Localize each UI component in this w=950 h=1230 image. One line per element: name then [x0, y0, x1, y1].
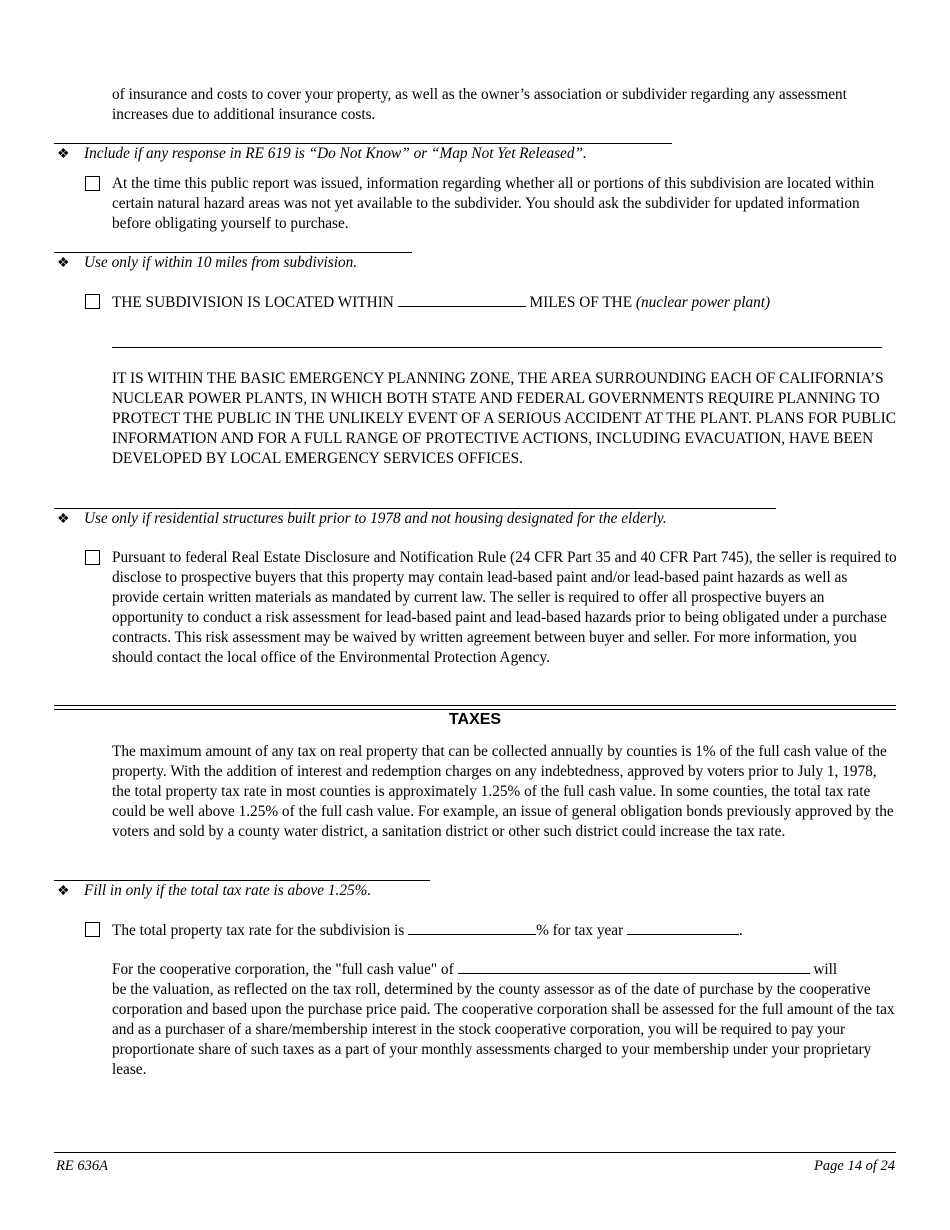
- nuclear-checkbox[interactable]: [85, 294, 100, 309]
- tax-rate-line: The total property tax rate for the subdivision is % for tax year .: [112, 922, 743, 939]
- form-id: RE 636A: [56, 1158, 108, 1174]
- cooperative-paragraph: For the cooperative corporation, the "full cash value" of will be the valuation, as reflected on the tax roll, determined by the county assessor as of the date of purchase by the cooperative corporation and based upon the purchase price paid. The cooperative corporation shall be assessed for the full amount of the tax and as a purchaser of a share/membership interest in the stock cooperative corporation, you will be required to pay your proportionate share of such taxes as a part of your monthly assessments charged to your membership under your proprietary lease.: [112, 961, 895, 1078]
- hazard-checkbox[interactable]: [85, 176, 100, 191]
- lead-instruction: ❖ Use only if residential structures built prior to 1978 and not housing designated for the elderly.: [57, 509, 667, 530]
- nuclear-distance-line: THE SUBDIVISION IS LOCATED WITHIN MILES OF THE (nuclear power plant): [112, 294, 771, 311]
- tax-rate-checkbox[interactable]: [85, 922, 100, 937]
- tax-instruction: ❖ Fill in only if the total tax rate is above 1.25%.: [57, 881, 371, 902]
- emergency-zone-paragraph: IT IS WITHIN THE BASIC EMERGENCY PLANNING ZONE, THE AREA SURROUNDING EACH OF CALIFORNIA’S NUCLEAR POWER PLANTS, IN WHICH BOTH STATE AND FEDERAL GOVERNMENTS REQUIRE PLANNING TO PROTECT THE PUBLIC IN THE UNLIKELY EVENT OF A SERIOUS ACCIDENT AT THE PLANT. PLANS FOR PUBLIC INFORMATION AND FOR A FULL RANGE OF PROTECTIVE ACTIONS, INCLUDING EVACUATION, HAVE BEEN DEVELOPED BY LOCAL EMERGENCY SERVICES OFFICES.: [112, 370, 896, 467]
- diamond-bullet-icon: ❖: [57, 884, 70, 899]
- taxes-paragraph: The maximum amount of any tax on real property that can be collected annually by counties is 1% of the full cash value of the property. With the addition of interest and redemption charges on any indebtedness, approved by voters prior to July 1, 1978, the total property tax rate in most counties is approximately 1.25% of the full cash value. In some counties, the total tax rate could be well above 1.25% of the full cash value. For example, an issue of general obligation bonds previously approved by the voters and sold by a county water district, a sanitation district or other such district could increase the tax rate.: [112, 743, 894, 840]
- full-cash-value-blank-field[interactable]: [458, 959, 810, 974]
- taxes-heading: TAXES: [448, 711, 502, 728]
- power-plant-blank-line[interactable]: [112, 347, 882, 348]
- diamond-bullet-icon: ❖: [57, 512, 70, 527]
- diamond-bullet-icon: ❖: [57, 147, 70, 162]
- miles-blank-field[interactable]: [398, 292, 526, 307]
- nuclear-instruction: ❖ Use only if within 10 miles from subdivision.: [57, 253, 357, 274]
- page-number: Page 14 of 24: [814, 1158, 895, 1174]
- diamond-bullet-icon: ❖: [57, 256, 70, 271]
- intro-paragraph: of insurance and costs to cover your property, as well as the owner’s association or subdivider regarding any assessment increases due to additional insurance costs.: [112, 86, 847, 123]
- footer-rule: [54, 1152, 896, 1153]
- tax-rate-blank-field[interactable]: [408, 920, 536, 935]
- tax-year-blank-field[interactable]: [627, 920, 739, 935]
- hazard-paragraph: At the time this public report was issued, information regarding whether all or portions of this subdivision are located within certain natural hazard areas was not yet available to the subdivider. You should ask the subdivider for updated information before obligating yourself to purchase.: [112, 175, 875, 232]
- hazard-instruction: ❖ Include if any response in RE 619 is “Do Not Know” or “Map Not Yet Released”.: [57, 144, 587, 165]
- lead-checkbox[interactable]: [85, 550, 100, 565]
- lead-paint-paragraph: Pursuant to federal Real Estate Disclosure and Notification Rule (24 CFR Part 35 and 40 CFR Part 745), the seller is required to disclose to prospective buyers that this property may contain lead-based paint and/or lead-based paint hazards as well as provide certain written materials as mandated by current law. The seller is required to offer all prospective buyers an opportunity to conduct a risk assessment for lead-based paint and lead-based hazards prior to being obligated under a purchase contracts. This risk assessment may be waived by written agreement between buyer and seller. For more information, you should contact the local office of the Environmental Protection Agency.: [112, 549, 897, 666]
